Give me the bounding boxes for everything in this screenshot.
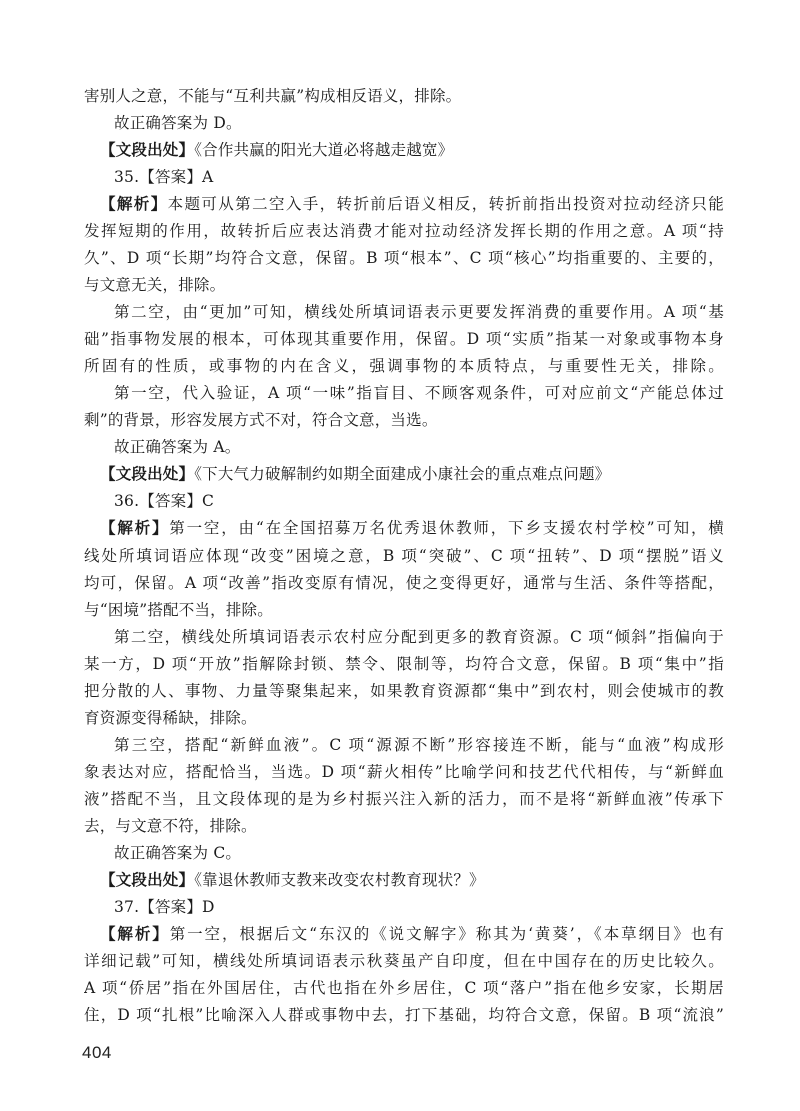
section-tag: 【文段出处】: [100, 871, 195, 889]
section-tag: 【解析】: [100, 519, 170, 537]
text-line: [100, 464, 724, 484]
text-line: [84, 762, 724, 782]
text-line: [84, 816, 724, 836]
text-line: [114, 302, 724, 322]
line-text: 线处所填词语应体现“改变”困境之意，B 项“突破”、C 项“扭转”、D 项“摆脱”语义: [84, 547, 724, 565]
line-text: 《合作共赢的阳光大道必将越走越宽》: [194, 141, 454, 159]
text-line: [84, 546, 724, 566]
line-text: 发挥短期的作用，故转折后应表达消费才能对拉动经济发挥长期的作用之意。A 项“持: [84, 222, 724, 240]
text-line: [114, 897, 724, 917]
text-line: [84, 329, 724, 349]
section-tag: 【解析】: [100, 195, 168, 213]
line-text: 所固有的性质，或事物的内在含义，强调事物的本质特点，与重要性无关，排除。: [84, 357, 724, 375]
line-text: 本题可从第二空入手，转折前后语义相反，转折前指出投资对拉动经济只能: [167, 195, 724, 213]
line-text: 《下大气力破解制约如期全面建成小康社会的重点难点问题》: [194, 465, 611, 483]
line-text: 故正确答案为 D。: [114, 114, 242, 132]
line-text: 第一空，根据后文“东汉的《说文解字》称其为‘黄葵’，《本草纲目》也有: [169, 925, 724, 943]
line-text: 象表达对应，搭配恰当，当选。D 项“薪火相传”比喻学问和技艺代代相传，与“新鲜血: [84, 763, 724, 781]
line-text: 第三空，搭配“新鲜血液”。C 项“源源不断”形容接连不断，能与“血液”构成形: [114, 736, 724, 754]
line-text: 37.【答案】D: [114, 898, 215, 916]
text-line: [114, 113, 724, 133]
text-line: [114, 843, 724, 863]
text-line: [84, 654, 724, 674]
line-text: 某一方，D 项“开放”指解除封锁、禁令、限制等，均符合文意，保留。B 项“集中”指: [84, 655, 724, 673]
line-text: A 项“侨居”指在外国居住，古代也指在外乡居住，C 项“落户”指在他乡安家，长期居: [84, 979, 724, 997]
line-text: 35.【答案】A: [114, 168, 214, 186]
line-text: 第一空，代入验证，A 项“一味”指盲目、不顾客观条件，可对应前文“产能总体过: [114, 384, 724, 402]
line-text: 与“困境”搭配不当，排除。: [84, 601, 273, 619]
text-line: [84, 356, 724, 376]
text-line: [114, 491, 724, 511]
text-line: [100, 194, 724, 214]
line-text: 详细记载”可知，横线处所填词语表示秋葵虽产自印度，但在中国存在的历史比较久。: [84, 952, 724, 970]
section-tag: 【文段出处】: [100, 141, 195, 159]
text-line: [84, 978, 724, 998]
text-line: [84, 708, 724, 728]
text-line: [114, 627, 724, 647]
line-text: 把分散的人、事物、力量等聚集起来，如果教育资源都“集中”到农村，则会使城市的教: [84, 682, 724, 700]
text-line: [84, 221, 724, 241]
line-text: 础”指事物发展的根本，可体现其重要作用，保留。D 项“实质”指某一对象或事物本身: [84, 330, 724, 348]
text-line: [114, 383, 724, 403]
line-text: 均可，保留。A 项“改善”指改变原有情况，使之变得更好，通常与生活、条件等搭配，: [84, 574, 724, 592]
text-line: [84, 573, 724, 593]
line-text: 育资源变得稀缺，排除。: [84, 709, 257, 727]
line-text: 36.【答案】C: [114, 492, 215, 510]
line-text: 去，与文意不符，排除。: [84, 817, 257, 835]
line-text: 《靠退休教师支教来改变农村教育现状？》: [194, 871, 485, 889]
text-line: [84, 275, 724, 295]
text-line: [100, 140, 724, 160]
line-text: 第二空，横线处所填词语表示农村应分配到更多的教育资源。C 项“倾斜”指偏向于: [114, 628, 724, 646]
text-line: [100, 924, 724, 944]
line-text: 故正确答案为 C。: [114, 844, 242, 862]
line-text: 故正确答案为 A。: [114, 438, 241, 456]
line-text: 与文意无关，排除。: [84, 276, 226, 294]
line-text: 住，D 项“扎根”比喻深入人群或事物中去，打下基础，均符合文意，保留。B 项“流浪”: [84, 1006, 724, 1024]
text-line: [84, 1005, 724, 1025]
line-text: 第二空，由“更加”可知，横线处所填词语表示更要发挥消费的重要作用。A 项“基: [114, 303, 724, 321]
text-line: [84, 248, 724, 268]
line-text: 第一空，由“在全国招募万名优秀退休教师，下乡支援农村学校”可知，横: [169, 519, 724, 537]
line-text: 剩”的背景，形容发展方式不对，符合文意，当选。: [84, 411, 438, 429]
text-line: [84, 681, 724, 701]
line-text: 久”、D 项“长期”均符合文意，保留。B 项“根本”、C 项“核心”均指重要的、主要的，: [84, 249, 724, 267]
text-line: [84, 410, 724, 430]
text-line: [114, 735, 724, 755]
section-tag: 【文段出处】: [100, 465, 195, 483]
line-text: 液”搭配不当，且文段体现的是为乡村振兴注入新的活力，而不是将“新鲜血液”传承下: [84, 790, 724, 808]
text-line: [84, 86, 724, 106]
text-line: [100, 518, 724, 538]
text-line: [84, 600, 724, 620]
text-line: [84, 789, 724, 809]
text-line: [114, 167, 724, 187]
line-text: 害别人之意，不能与“互利共赢”构成相反语义，排除。: [84, 87, 462, 105]
text-line: [114, 437, 724, 457]
text-line: [84, 951, 724, 971]
text-line: [100, 870, 724, 890]
page-number: 404: [82, 1043, 112, 1062]
section-tag: 【解析】: [100, 925, 170, 943]
